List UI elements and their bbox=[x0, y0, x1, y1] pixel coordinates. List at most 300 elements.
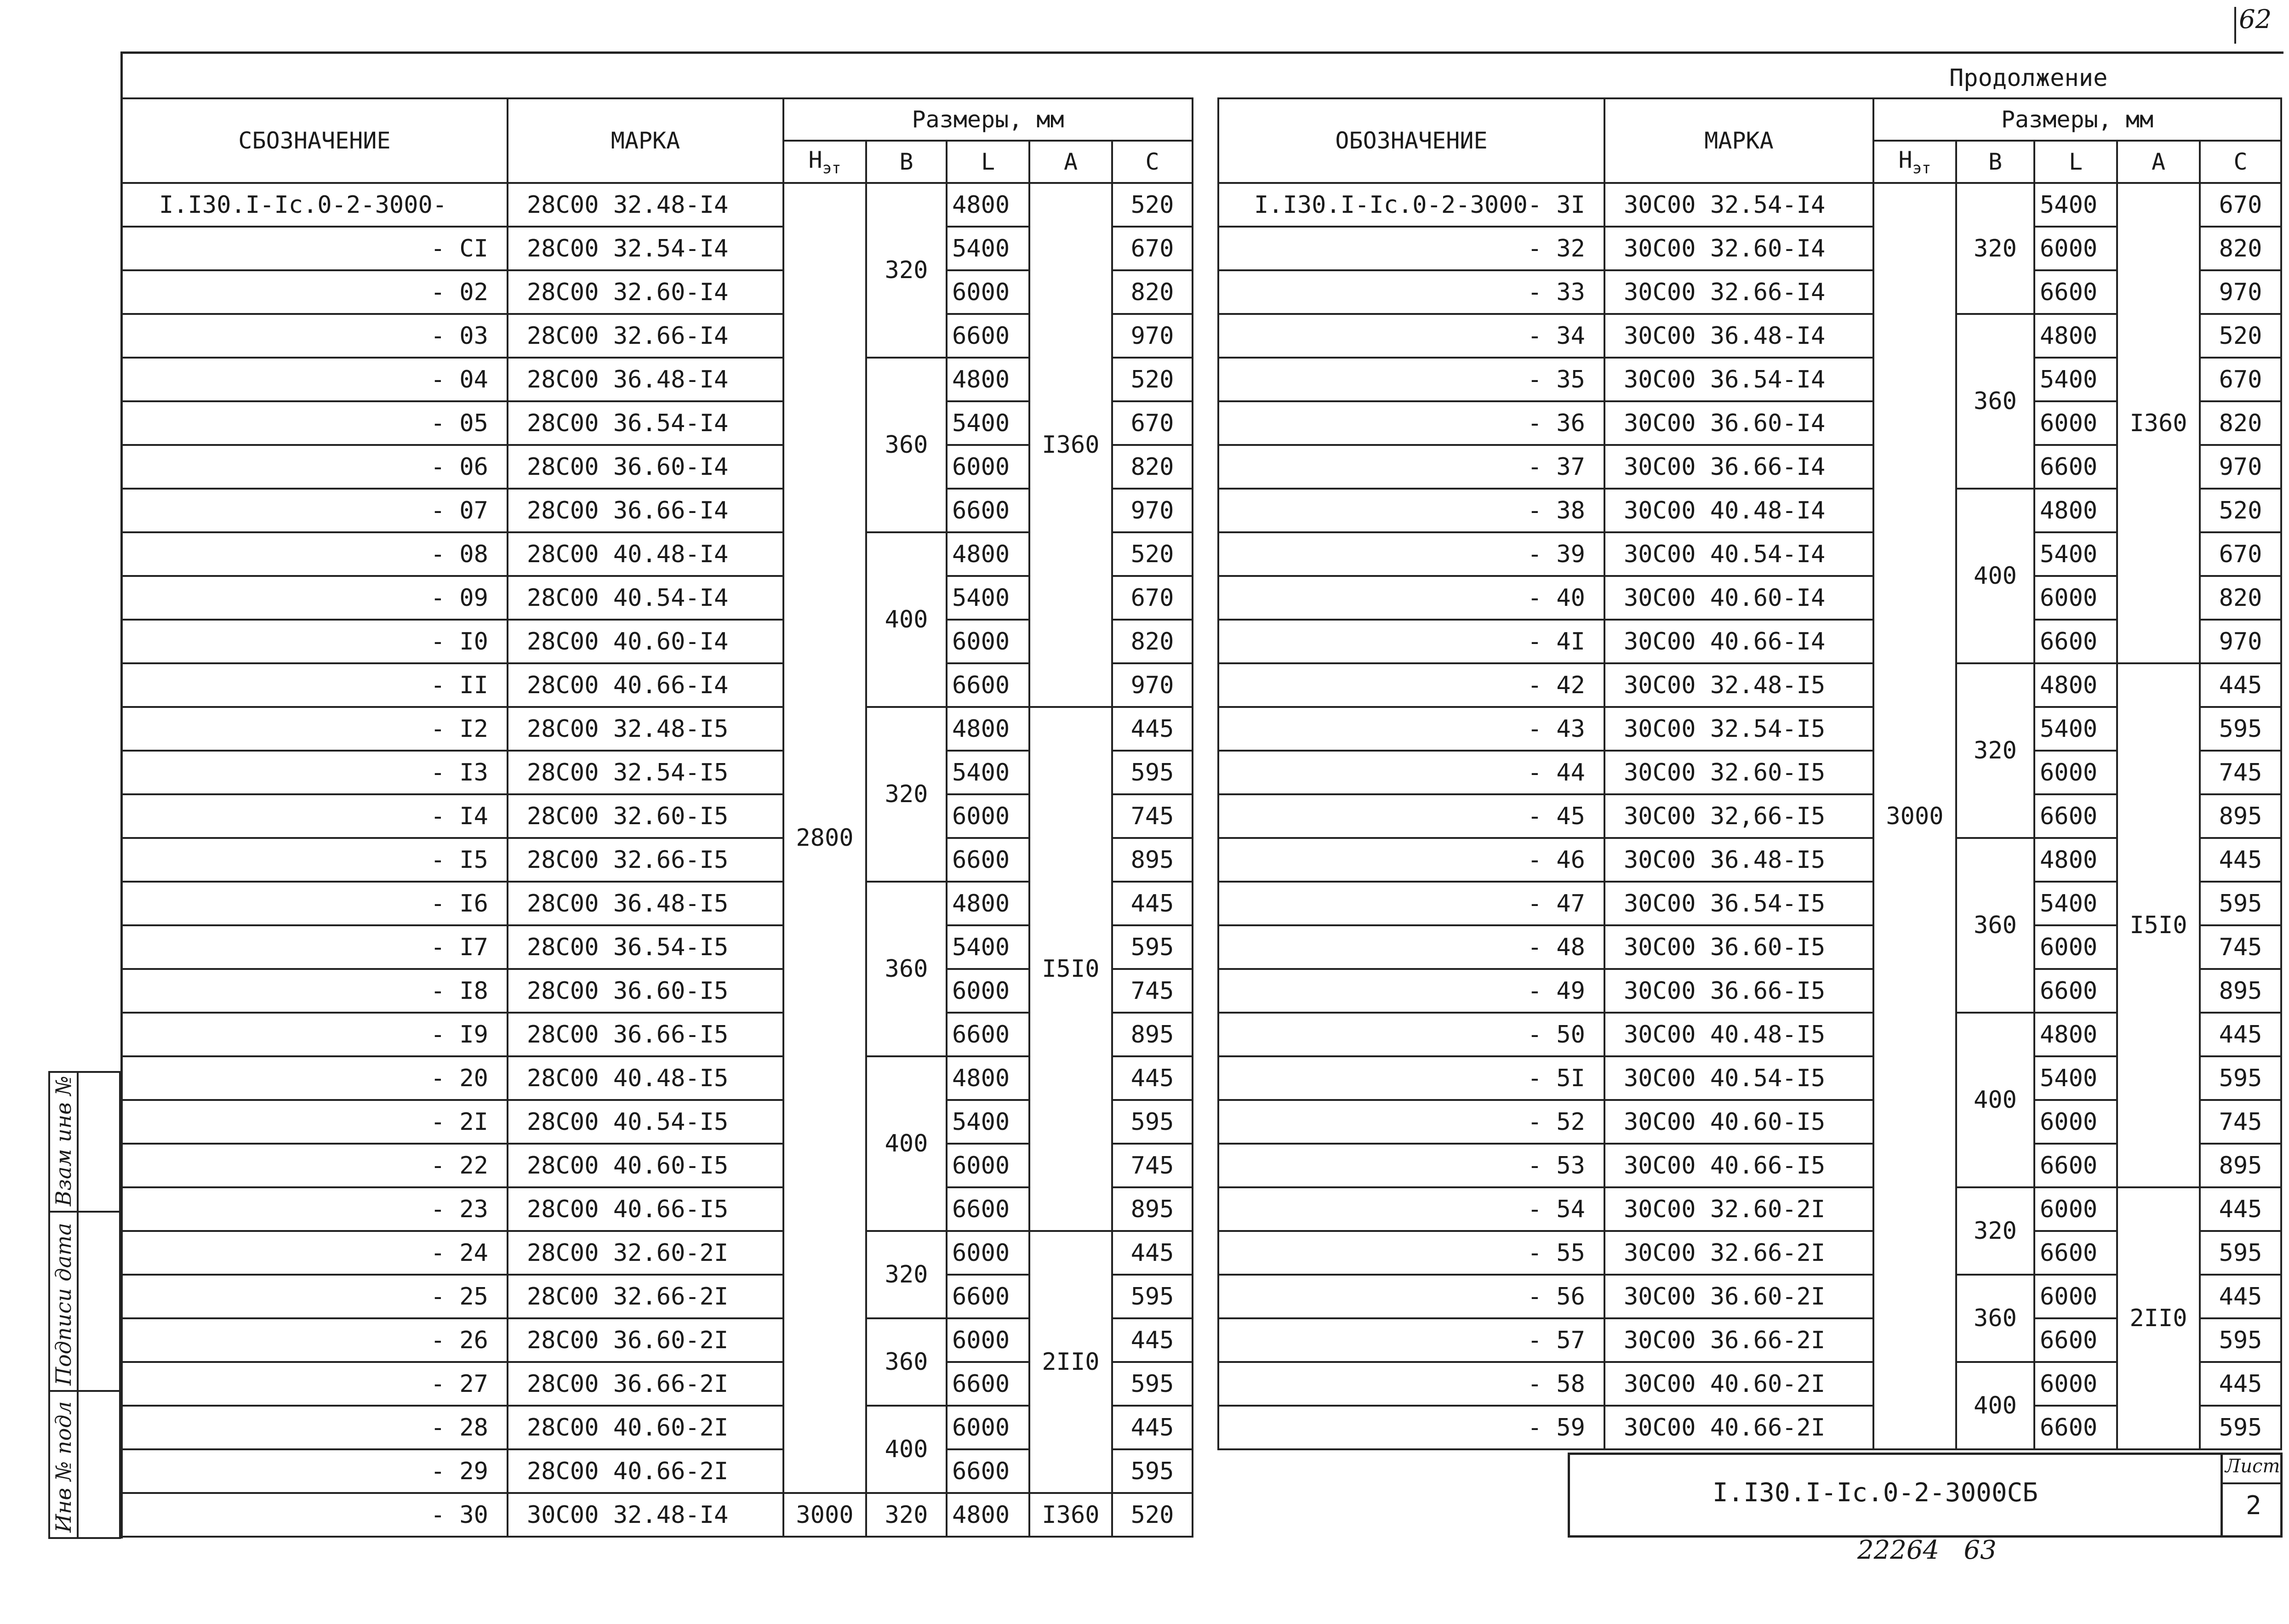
l-cell: 4800 bbox=[2034, 838, 2117, 882]
mark-cell: 30C00 32.48-I4 bbox=[508, 1493, 783, 1537]
header-mark: МАРКА bbox=[508, 98, 783, 183]
mark-cell: 30C00 32.66-2I bbox=[1604, 1231, 1873, 1275]
designation-cell: - I8 bbox=[121, 969, 508, 1013]
c-cell: 445 bbox=[2200, 838, 2281, 882]
b-cell: 360 bbox=[866, 358, 947, 532]
mark-cell: 30C00 36.48-I4 bbox=[1604, 314, 1873, 358]
c-cell: 820 bbox=[2200, 401, 2281, 445]
c-cell: 820 bbox=[2200, 227, 2281, 270]
mark-cell: 30C00 40.48-I4 bbox=[1604, 489, 1873, 532]
mark-cell: 28C00 36.66-2I bbox=[508, 1362, 783, 1406]
c-cell: 595 bbox=[2200, 707, 2281, 751]
designation-cell: - II bbox=[121, 663, 508, 707]
l-cell: 5400 bbox=[2034, 358, 2117, 401]
l-cell: 4800 bbox=[947, 1056, 1029, 1100]
l-cell: 4800 bbox=[947, 183, 1029, 227]
mark-cell: 30C00 32,66-I5 bbox=[1604, 794, 1873, 838]
b-cell: 400 bbox=[1956, 1013, 2034, 1187]
c-cell: 595 bbox=[2200, 1406, 2281, 1449]
designation-cell: - 05 bbox=[121, 401, 508, 445]
designation-cell: - 28 bbox=[121, 1406, 508, 1449]
l-cell: 6000 bbox=[947, 1318, 1029, 1362]
mark-cell: 28C00 40.54-I4 bbox=[508, 576, 783, 620]
a-cell: I360 bbox=[1029, 183, 1112, 707]
mark-cell: 30C00 40.54-I5 bbox=[1604, 1056, 1873, 1100]
mark-cell: 30C00 36.60-2I bbox=[1604, 1275, 1873, 1318]
l-cell: 4800 bbox=[2034, 314, 2117, 358]
designation-cell: - 58 bbox=[1218, 1362, 1604, 1406]
designation-cell: - 55 bbox=[1218, 1231, 1604, 1275]
b-cell: 320 bbox=[1956, 663, 2034, 838]
table-row bbox=[1218, 663, 2281, 707]
mark-cell: 30C00 40.66-2I bbox=[1604, 1406, 1873, 1449]
a-cell: 2II0 bbox=[2117, 1187, 2200, 1449]
designation-cell: - 29 bbox=[121, 1449, 508, 1493]
l-cell: 6600 bbox=[947, 838, 1029, 882]
c-cell: 670 bbox=[1112, 576, 1193, 620]
b-cell: 320 bbox=[866, 1231, 947, 1318]
designation-cell: - 44 bbox=[1218, 751, 1604, 794]
b-cell: 360 bbox=[1956, 1275, 2034, 1362]
c-cell: 445 bbox=[2200, 1275, 2281, 1318]
mark-cell: 28C00 36.66-I4 bbox=[508, 489, 783, 532]
designation-cell: - 09 bbox=[121, 576, 508, 620]
mark-cell: 28C00 32.66-I4 bbox=[508, 314, 783, 358]
l-cell: 6000 bbox=[947, 794, 1029, 838]
l-cell: 4800 bbox=[947, 882, 1029, 925]
header-c: С bbox=[1112, 141, 1193, 183]
c-cell: 445 bbox=[1112, 1318, 1193, 1362]
designation-cell: - 33 bbox=[1218, 270, 1604, 314]
h-cell: 3000 bbox=[1873, 183, 1956, 1449]
b-cell: 320 bbox=[866, 1493, 947, 1537]
c-cell: 595 bbox=[1112, 1449, 1193, 1493]
mark-cell: 28C00 36.48-I5 bbox=[508, 882, 783, 925]
l-cell: 6600 bbox=[947, 1449, 1029, 1493]
designation-cell: - 20 bbox=[121, 1056, 508, 1100]
mark-cell: 28C00 40.66-I4 bbox=[508, 663, 783, 707]
designation-cell: - 2I bbox=[121, 1100, 508, 1144]
mark-cell: 28C00 40.60-2I bbox=[508, 1406, 783, 1449]
designation-cell: - 5I bbox=[1218, 1056, 1604, 1100]
header-sizes: Размеры, мм bbox=[783, 98, 1193, 141]
mark-cell: 30C00 40.60-I4 bbox=[1604, 576, 1873, 620]
designation-cell: - 40 bbox=[1218, 576, 1604, 620]
h-cell: 3000 bbox=[783, 1493, 866, 1537]
designation-cell: I.I30.I-Iс.0-2-3000- 3I bbox=[1218, 183, 1604, 227]
l-cell: 5400 bbox=[947, 227, 1029, 270]
side-label-signature-date: Подписи дата bbox=[51, 1223, 76, 1385]
c-cell: 745 bbox=[1112, 794, 1193, 838]
c-cell: 670 bbox=[2200, 358, 2281, 401]
l-cell: 6000 bbox=[2034, 751, 2117, 794]
c-cell: 745 bbox=[1112, 1144, 1193, 1187]
mark-cell: 30C00 32.54-I5 bbox=[1604, 707, 1873, 751]
c-cell: 520 bbox=[2200, 489, 2281, 532]
mark-cell: 28C00 40.60-I5 bbox=[508, 1144, 783, 1187]
title-block bbox=[1568, 1453, 2283, 1538]
designation-cell: - 4I bbox=[1218, 620, 1604, 663]
c-cell: 670 bbox=[2200, 183, 2281, 227]
mark-cell: 30C00 36.66-I5 bbox=[1604, 969, 1873, 1013]
l-cell: 6600 bbox=[2034, 794, 2117, 838]
header-sizes: Размеры, мм bbox=[1873, 98, 2281, 141]
l-cell: 5400 bbox=[947, 576, 1029, 620]
designation-cell: - I0 bbox=[121, 620, 508, 663]
mark-cell: 28C00 32.66-2I bbox=[508, 1275, 783, 1318]
mark-cell: 28C00 32.54-I4 bbox=[508, 227, 783, 270]
b-cell: 320 bbox=[866, 183, 947, 358]
table-row bbox=[1218, 1187, 2281, 1231]
c-cell: 595 bbox=[1112, 751, 1193, 794]
header-c: С bbox=[2200, 141, 2281, 183]
c-cell: 595 bbox=[1112, 1362, 1193, 1406]
c-cell: 520 bbox=[1112, 1493, 1193, 1537]
mark-cell: 30C00 40.48-I5 bbox=[1604, 1013, 1873, 1056]
designation-cell: - 36 bbox=[1218, 401, 1604, 445]
l-cell: 6600 bbox=[947, 489, 1029, 532]
designation-cell: - 03 bbox=[121, 314, 508, 358]
b-cell: 360 bbox=[866, 882, 947, 1056]
l-cell: 4800 bbox=[2034, 1013, 2117, 1056]
b-cell: 400 bbox=[866, 1056, 947, 1231]
designation-cell: - 37 bbox=[1218, 445, 1604, 489]
l-cell: 6600 bbox=[2034, 1231, 2117, 1275]
c-cell: 895 bbox=[2200, 969, 2281, 1013]
mark-cell: 28C00 40.48-I5 bbox=[508, 1056, 783, 1100]
mark-cell: 28C00 32.48-I4 bbox=[508, 183, 783, 227]
c-cell: 445 bbox=[1112, 1406, 1193, 1449]
l-cell: 6600 bbox=[947, 1362, 1029, 1406]
header-h: $Н_{эт}$ bbox=[1873, 141, 1956, 183]
c-cell: 745 bbox=[1112, 969, 1193, 1013]
l-cell: 6000 bbox=[947, 1231, 1029, 1275]
table-row bbox=[121, 1493, 1193, 1537]
designation-cell: - CI bbox=[121, 227, 508, 270]
designation-cell: - I7 bbox=[121, 925, 508, 969]
mark-cell: 28C00 40.54-I5 bbox=[508, 1100, 783, 1144]
designation-cell: - 34 bbox=[1218, 314, 1604, 358]
footer-handwritten-number: 22264 63 bbox=[1857, 1535, 1997, 1565]
c-cell: 895 bbox=[1112, 1013, 1193, 1056]
designation-cell: - 23 bbox=[121, 1187, 508, 1231]
designation-cell: - 57 bbox=[1218, 1318, 1604, 1362]
a-cell: I5I0 bbox=[1029, 707, 1112, 1231]
designation-cell: - 27 bbox=[121, 1362, 508, 1406]
l-cell: 6000 bbox=[2034, 1100, 2117, 1144]
header-l: L bbox=[947, 141, 1029, 183]
c-cell: 895 bbox=[2200, 1144, 2281, 1187]
c-cell: 970 bbox=[2200, 620, 2281, 663]
side-label-replaced-inv: Взам инв № bbox=[51, 1076, 76, 1206]
designation-cell: - 56 bbox=[1218, 1275, 1604, 1318]
designation-cell: - 08 bbox=[121, 532, 508, 576]
designation-cell: - I4 bbox=[121, 794, 508, 838]
a-cell: 2II0 bbox=[1029, 1231, 1112, 1493]
l-cell: 6000 bbox=[2034, 1187, 2117, 1231]
header-b: В bbox=[1956, 141, 2034, 183]
l-cell: 6000 bbox=[2034, 227, 2117, 270]
c-cell: 445 bbox=[2200, 1013, 2281, 1056]
l-cell: 6600 bbox=[947, 1013, 1029, 1056]
header-designation: СБОЗНАЧЕНИЕ bbox=[121, 98, 508, 183]
designation-cell: - 38 bbox=[1218, 489, 1604, 532]
a-cell: I360 bbox=[2117, 183, 2200, 663]
l-cell: 5400 bbox=[2034, 183, 2117, 227]
header-mark: МАРКА bbox=[1604, 98, 1873, 183]
designation-cell: - I2 bbox=[121, 707, 508, 751]
mark-cell: 28C00 36.54-I5 bbox=[508, 925, 783, 969]
mark-cell: 28C00 36.54-I4 bbox=[508, 401, 783, 445]
l-cell: 5400 bbox=[947, 401, 1029, 445]
l-cell: 4800 bbox=[2034, 489, 2117, 532]
l-cell: 6600 bbox=[2034, 270, 2117, 314]
designation-cell: - 25 bbox=[121, 1275, 508, 1318]
l-cell: 6000 bbox=[947, 1406, 1029, 1449]
mark-cell: 30C00 40.66-I5 bbox=[1604, 1144, 1873, 1187]
mark-cell: 28C00 32.48-I5 bbox=[508, 707, 783, 751]
mark-cell: 28C00 40.60-I4 bbox=[508, 620, 783, 663]
side-label-inv-original: Инв № подл bbox=[51, 1401, 76, 1533]
l-cell: 6000 bbox=[2034, 576, 2117, 620]
l-cell: 5400 bbox=[2034, 1056, 2117, 1100]
b-cell: 320 bbox=[866, 707, 947, 882]
mark-cell: 28C00 32.66-I5 bbox=[508, 838, 783, 882]
designation-cell: - 42 bbox=[1218, 663, 1604, 707]
designation-cell: - 59 bbox=[1218, 1406, 1604, 1449]
l-cell: 6000 bbox=[947, 445, 1029, 489]
designation-cell: - 50 bbox=[1218, 1013, 1604, 1056]
mark-cell: 28C00 36.60-I4 bbox=[508, 445, 783, 489]
c-cell: 895 bbox=[1112, 838, 1193, 882]
mark-cell: 30C00 36.48-I5 bbox=[1604, 838, 1873, 882]
l-cell: 6600 bbox=[947, 1275, 1029, 1318]
mark-cell: 30C00 32.54-I4 bbox=[1604, 183, 1873, 227]
designation-cell: - 04 bbox=[121, 358, 508, 401]
l-cell: 6600 bbox=[947, 314, 1029, 358]
b-cell: 400 bbox=[866, 532, 947, 707]
c-cell: 970 bbox=[1112, 314, 1193, 358]
l-cell: 5400 bbox=[947, 1100, 1029, 1144]
l-cell: 5400 bbox=[2034, 882, 2117, 925]
mark-cell: 30C00 36.66-2I bbox=[1604, 1318, 1873, 1362]
l-cell: 6000 bbox=[2034, 925, 2117, 969]
table-row bbox=[121, 183, 1193, 227]
c-cell: 970 bbox=[1112, 489, 1193, 532]
mark-cell: 30C00 40.54-I4 bbox=[1604, 532, 1873, 576]
c-cell: 520 bbox=[1112, 358, 1193, 401]
c-cell: 595 bbox=[1112, 1275, 1193, 1318]
table-row bbox=[1218, 183, 2281, 227]
c-cell: 520 bbox=[1112, 532, 1193, 576]
l-cell: 6600 bbox=[2034, 445, 2117, 489]
designation-cell: - 02 bbox=[121, 270, 508, 314]
c-cell: 520 bbox=[2200, 314, 2281, 358]
header-a: А bbox=[1029, 141, 1112, 183]
designation-cell: - 39 bbox=[1218, 532, 1604, 576]
sheet-number: 2 bbox=[2246, 1491, 2261, 1521]
header-b: В bbox=[866, 141, 947, 183]
a-cell: I5I0 bbox=[2117, 663, 2200, 1187]
l-cell: 6600 bbox=[947, 1187, 1029, 1231]
table-row bbox=[121, 1231, 1193, 1275]
c-cell: 595 bbox=[1112, 925, 1193, 969]
designation-cell: - 53 bbox=[1218, 1144, 1604, 1187]
mark-cell: 30C00 40.60-I5 bbox=[1604, 1100, 1873, 1144]
b-cell: 400 bbox=[1956, 1362, 2034, 1449]
mark-cell: 28C00 40.66-2I bbox=[508, 1449, 783, 1493]
designation-cell: - 22 bbox=[121, 1144, 508, 1187]
c-cell: 895 bbox=[1112, 1187, 1193, 1231]
sheet-divider bbox=[2221, 1455, 2223, 1535]
mark-cell: 28C00 36.60-I5 bbox=[508, 969, 783, 1013]
mark-cell: 28C00 32.54-I5 bbox=[508, 751, 783, 794]
c-cell: 820 bbox=[1112, 270, 1193, 314]
left-spec-table bbox=[120, 97, 1193, 1538]
mark-cell: 30C00 32.60-I5 bbox=[1604, 751, 1873, 794]
b-cell: 320 bbox=[1956, 183, 2034, 314]
l-cell: 6000 bbox=[2034, 1275, 2117, 1318]
header-h: $Н_{эт}$ bbox=[783, 141, 866, 183]
mark-cell: 28C00 32.60-I5 bbox=[508, 794, 783, 838]
c-cell: 520 bbox=[1112, 183, 1193, 227]
mark-cell: 28C00 32.60-I4 bbox=[508, 270, 783, 314]
mark-cell: 30C00 32.48-I5 bbox=[1604, 663, 1873, 707]
b-cell: 360 bbox=[866, 1318, 947, 1406]
l-cell: 6000 bbox=[947, 1144, 1029, 1187]
binding-strip bbox=[48, 1071, 121, 1539]
c-cell: 595 bbox=[2200, 1318, 2281, 1362]
l-cell: 6600 bbox=[2034, 1318, 2117, 1362]
c-cell: 445 bbox=[1112, 1056, 1193, 1100]
mark-cell: 28C00 36.48-I4 bbox=[508, 358, 783, 401]
header-a: А bbox=[2117, 141, 2200, 183]
table-row bbox=[121, 707, 1193, 751]
designation-cell: - 48 bbox=[1218, 925, 1604, 969]
designation-cell: - 54 bbox=[1218, 1187, 1604, 1231]
header-l: L bbox=[2034, 141, 2117, 183]
mark-cell: 30C00 32.66-I4 bbox=[1604, 270, 1873, 314]
b-cell: 400 bbox=[1956, 489, 2034, 663]
document-code: I.I30.I-Iс.0-2-3000СБ bbox=[1712, 1478, 2038, 1508]
right-spec-table bbox=[1217, 97, 2282, 1450]
l-cell: 6600 bbox=[2034, 1406, 2117, 1449]
mark-cell: 30C00 36.54-I5 bbox=[1604, 882, 1873, 925]
designation-cell: - 24 bbox=[121, 1231, 508, 1275]
mark-cell: 30C00 36.60-I4 bbox=[1604, 401, 1873, 445]
header-designation: ОБОЗНАЧЕНИЕ bbox=[1218, 98, 1604, 183]
l-cell: 4800 bbox=[947, 1493, 1029, 1537]
l-cell: 5400 bbox=[2034, 707, 2117, 751]
c-cell: 820 bbox=[1112, 620, 1193, 663]
c-cell: 970 bbox=[2200, 270, 2281, 314]
l-cell: 4800 bbox=[947, 707, 1029, 751]
l-cell: 6000 bbox=[2034, 1362, 2117, 1406]
c-cell: 670 bbox=[1112, 401, 1193, 445]
page-number: 62 bbox=[2239, 5, 2272, 34]
designation-cell: - 49 bbox=[1218, 969, 1604, 1013]
designation-cell: - 26 bbox=[121, 1318, 508, 1362]
binding-strip-divider bbox=[77, 1073, 79, 1537]
designation-cell: - 30 bbox=[121, 1493, 508, 1537]
mark-cell: 30C00 32.60-2I bbox=[1604, 1187, 1873, 1231]
mark-cell: 30C00 36.60-I5 bbox=[1604, 925, 1873, 969]
c-cell: 445 bbox=[1112, 707, 1193, 751]
l-cell: 6000 bbox=[2034, 401, 2117, 445]
designation-cell: - 07 bbox=[121, 489, 508, 532]
designation-cell: - 52 bbox=[1218, 1100, 1604, 1144]
c-cell: 445 bbox=[2200, 663, 2281, 707]
c-cell: 445 bbox=[2200, 1187, 2281, 1231]
designation-cell: - I3 bbox=[121, 751, 508, 794]
designation-cell: - I6 bbox=[121, 882, 508, 925]
l-cell: 5400 bbox=[947, 751, 1029, 794]
designation-cell: - 43 bbox=[1218, 707, 1604, 751]
designation-cell: - 45 bbox=[1218, 794, 1604, 838]
designation-cell: - 46 bbox=[1218, 838, 1604, 882]
c-cell: 595 bbox=[2200, 1056, 2281, 1100]
l-cell: 4800 bbox=[947, 532, 1029, 576]
a-cell: I360 bbox=[1029, 1493, 1112, 1537]
c-cell: 445 bbox=[2200, 1362, 2281, 1406]
l-cell: 6600 bbox=[2034, 969, 2117, 1013]
c-cell: 670 bbox=[2200, 532, 2281, 576]
c-cell: 595 bbox=[2200, 882, 2281, 925]
c-cell: 820 bbox=[1112, 445, 1193, 489]
designation-cell: I.I30.I-Iс.0-2-3000- bbox=[121, 183, 508, 227]
c-cell: 595 bbox=[2200, 1231, 2281, 1275]
mark-cell: 28C00 32.60-2I bbox=[508, 1231, 783, 1275]
designation-cell: - 06 bbox=[121, 445, 508, 489]
l-cell: 5400 bbox=[2034, 532, 2117, 576]
continuation-label: Продолжение bbox=[1949, 64, 2108, 92]
mark-cell: 30C00 36.54-I4 bbox=[1604, 358, 1873, 401]
b-cell: 360 bbox=[1956, 838, 2034, 1013]
b-cell: 360 bbox=[1956, 314, 2034, 489]
designation-cell: - 35 bbox=[1218, 358, 1604, 401]
designation-cell: - I5 bbox=[121, 838, 508, 882]
c-cell: 745 bbox=[2200, 751, 2281, 794]
mark-cell: 28C00 40.48-I4 bbox=[508, 532, 783, 576]
c-cell: 895 bbox=[2200, 794, 2281, 838]
l-cell: 6600 bbox=[947, 663, 1029, 707]
l-cell: 4800 bbox=[2034, 663, 2117, 707]
c-cell: 970 bbox=[1112, 663, 1193, 707]
l-cell: 6000 bbox=[947, 620, 1029, 663]
mark-cell: 28C00 40.66-I5 bbox=[508, 1187, 783, 1231]
mark-cell: 28C00 36.66-I5 bbox=[508, 1013, 783, 1056]
mark-cell: 30C00 32.60-I4 bbox=[1604, 227, 1873, 270]
page-corner-mark bbox=[2234, 7, 2236, 44]
l-cell: 5400 bbox=[947, 925, 1029, 969]
c-cell: 970 bbox=[2200, 445, 2281, 489]
c-cell: 445 bbox=[1112, 882, 1193, 925]
designation-cell: - 32 bbox=[1218, 227, 1604, 270]
mark-cell: 30C00 40.60-2I bbox=[1604, 1362, 1873, 1406]
c-cell: 745 bbox=[2200, 925, 2281, 969]
designation-cell: - 47 bbox=[1218, 882, 1604, 925]
c-cell: 670 bbox=[1112, 227, 1193, 270]
c-cell: 595 bbox=[1112, 1100, 1193, 1144]
l-cell: 4800 bbox=[947, 358, 1029, 401]
c-cell: 820 bbox=[2200, 576, 2281, 620]
mark-cell: 30C00 40.66-I4 bbox=[1604, 620, 1873, 663]
h-cell: 2800 bbox=[783, 183, 866, 1493]
l-cell: 6600 bbox=[2034, 620, 2117, 663]
c-cell: 745 bbox=[2200, 1100, 2281, 1144]
mark-cell: 28C00 36.60-2I bbox=[508, 1318, 783, 1362]
b-cell: 320 bbox=[1956, 1187, 2034, 1275]
